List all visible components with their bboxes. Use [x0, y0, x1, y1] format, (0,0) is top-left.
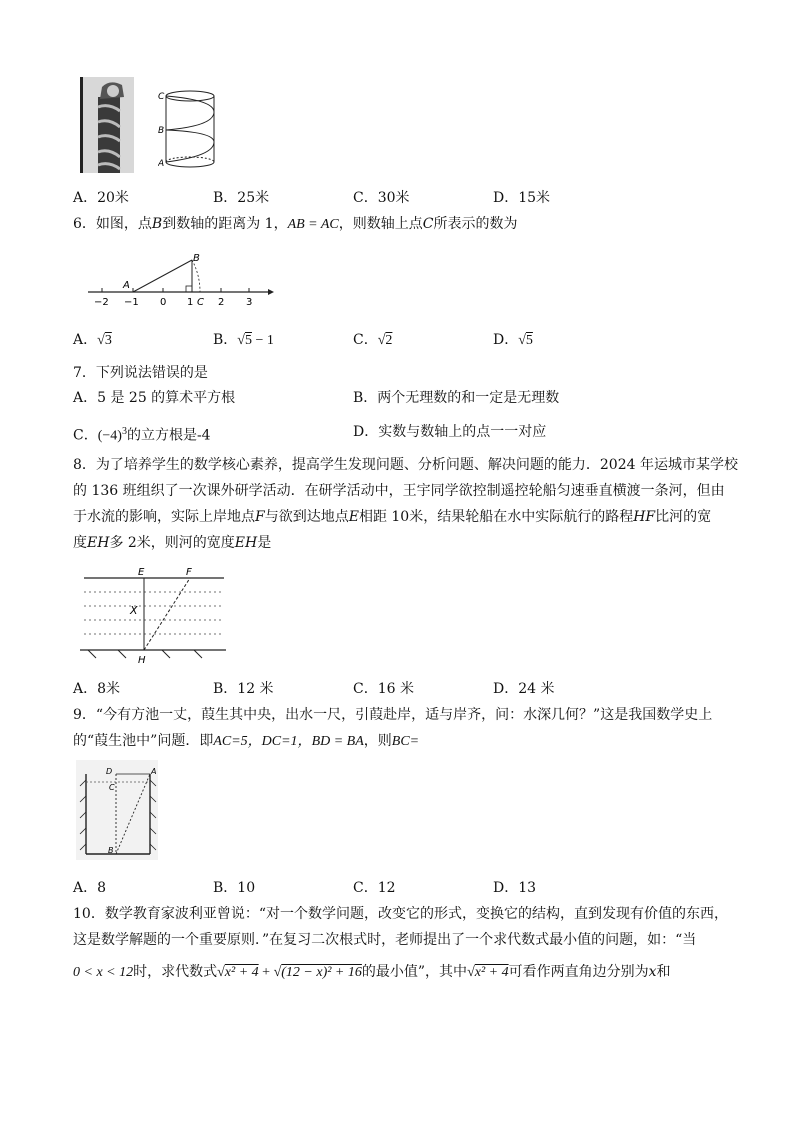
q7-option-d[interactable]: D．实数与数轴上的点一一对应 [353, 424, 547, 440]
q6-tick-label: −2 [94, 297, 109, 308]
q9-label-B: B [108, 846, 114, 855]
q6-tick-label: 1 [187, 297, 194, 308]
q5-cylinder-figure [158, 86, 220, 170]
q6-stem-eq: AB = AC [287, 217, 339, 232]
q8-river-figure [78, 566, 228, 666]
q6-label-A: A [123, 280, 130, 291]
q8-stem-line2: 的 136 班组织了一次课外研学活动．在研学活动中，王宇同学欲控制遥控轮船匀速垂直横渡一条河，但由 [73, 483, 725, 499]
q8-option-d[interactable]: D．24 米 [493, 681, 555, 697]
q6-option-a[interactable]: A．√3 [73, 332, 112, 348]
q9-option-c[interactable]: C．12 [353, 880, 396, 896]
q5-label-B: B [158, 126, 165, 136]
q6-option-b[interactable]: B．√5 − 1 [213, 332, 274, 348]
q5-option-d[interactable]: D．15米 [493, 190, 551, 206]
q9-pond-figure [76, 760, 158, 860]
q10-stem-line1: 10．数学教育家波利亚曾说：“对一个数学问题，改变它的形式，变换它的结构，直到发现有价值的东西， [73, 906, 728, 922]
q7-stem: 7．下列说法错误的是 [73, 365, 208, 381]
q9-option-d[interactable]: D．13 [493, 880, 537, 896]
q8-stem-line1: 8．为了培养学生的数学核心素养，提高学生发现问题、分析问题、解决问题的能力．2024 年运城市某学校 [73, 457, 738, 473]
q5-label-C: C [158, 92, 165, 102]
q6-stem-mid2: ，则数轴上点 [338, 216, 423, 232]
q9-option-b[interactable]: B．10 [213, 880, 256, 896]
q10-stem-line2: 这是数学解题的一个重要原则．”在复习二次根式时，老师提出了一个求代数式最小值的问题，如：“当 [73, 932, 697, 948]
q7-option-a[interactable]: A．5 是 25 的算术平方根 [73, 390, 236, 406]
q8-stem-line4: 度EH多 2米，则河的宽度EH是 [73, 535, 272, 551]
q5-option-a[interactable]: A．20米 [73, 190, 129, 206]
q8-label-F: F [186, 567, 192, 578]
q9-option-a[interactable]: A．8 [73, 880, 107, 896]
q6-tick-label: 0 [160, 297, 167, 308]
q6-option-c[interactable]: C．√2 [353, 332, 393, 348]
q6-stem-C: C [422, 216, 434, 232]
q9-stem-line2: 的“葭生池中”问题．即AC=5，DC=1，BD = BA，则BC= [73, 733, 420, 749]
q10-stem-line3: 0 < x < 12时，求代数式√x² + 4 + √(12 − x)² + 16的最小值”，其中√x² + 4可看作两直角边分别为x和 [73, 964, 671, 980]
q6-stem [73, 214, 517, 235]
q8-option-c[interactable]: C．16 米 [353, 681, 414, 697]
q5-option-b[interactable]: B．25米 [213, 190, 270, 206]
q6-option-d[interactable]: D．√5 [493, 332, 533, 348]
q9-stem-line1: 9．“今有方池一丈，葭生其中央，出水一尺，引葭赴岸，适与岸齐，问：水深几何？”这是我国数学史上 [73, 707, 713, 723]
q6-stem-end: 所表示的数为 [433, 216, 518, 232]
q6-tick-label: 2 [218, 297, 225, 308]
q5-photo [80, 77, 134, 173]
q6-label-C: C [197, 297, 204, 308]
q7-option-c[interactable]: C．$(-4)^3$的立方根是-4 [73, 426, 211, 444]
q8-stem-line3: 于水流的影响，实际上岸地点F与欲到达地点E相距 10米，结果轮船在水中实际航行的路程HF比河的宽 [73, 509, 712, 525]
q5-option-c[interactable]: C．30米 [353, 190, 410, 206]
q6-label-B: B [193, 253, 200, 264]
q9-label-D: D [106, 767, 113, 776]
q6-tick-label: −1 [124, 297, 139, 308]
q6-tick-label: 3 [246, 297, 253, 308]
q9-label-A: A [151, 767, 157, 776]
q8-label-x: X [130, 604, 138, 617]
q5-label-A: A [158, 159, 165, 169]
q9-label-C: C [109, 783, 115, 792]
q6-stem-prefix: 6．如图，点 [73, 216, 152, 232]
q8-option-a[interactable]: A．8米 [73, 681, 121, 697]
q7-option-b[interactable]: B．两个无理数的和一定是无理数 [353, 390, 560, 406]
q8-label-E: E [138, 567, 145, 578]
q8-option-b[interactable]: B．12 米 [213, 681, 274, 697]
q6-stem-mid: 到数轴的距离为 1， [162, 216, 288, 232]
q6-number-line-figure [86, 248, 276, 310]
q8-label-H: H [138, 655, 146, 666]
q6-stem-B: B [151, 216, 163, 232]
